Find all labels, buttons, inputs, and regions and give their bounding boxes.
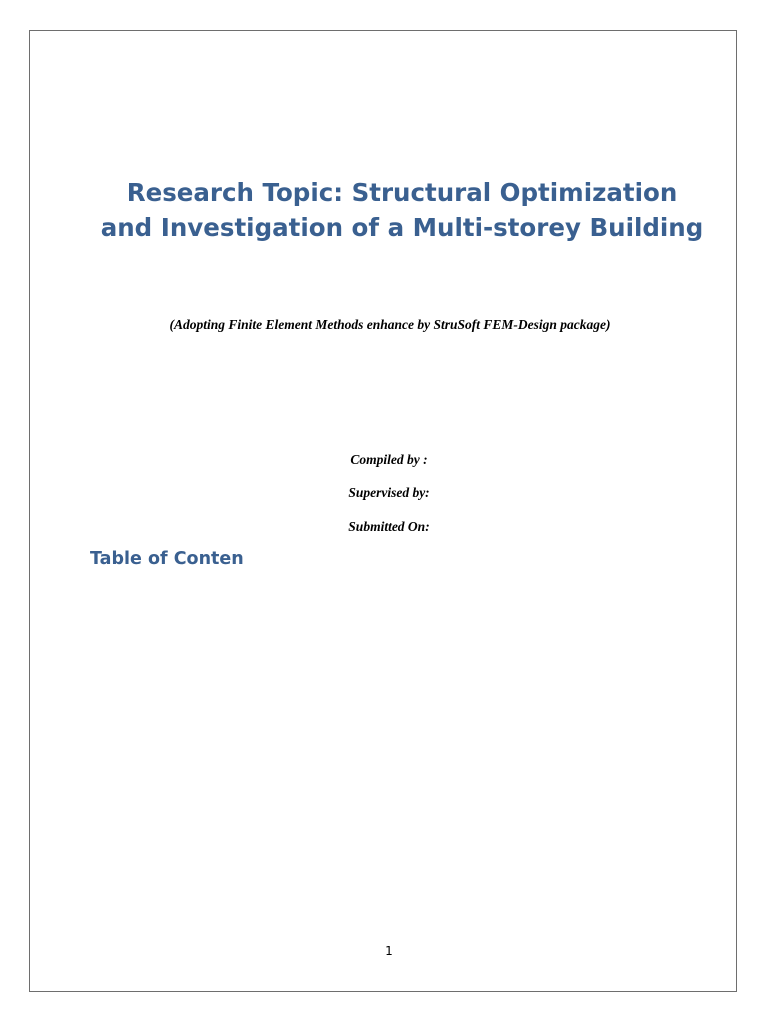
table-of-contents-heading: Table of Conten bbox=[90, 549, 244, 569]
document-title: Research Topic: Structural Optimization and Investigation of a Multi-storey Building bbox=[100, 178, 704, 242]
submitted-on-label: Submitted On: bbox=[348, 519, 430, 534]
supervised-by-label: Supervised by: bbox=[348, 485, 430, 500]
page-number: 1 bbox=[385, 944, 393, 958]
document-subtitle: (Adopting Finite Element Methods enhance by StruSoft FEM-Design package) bbox=[169, 317, 611, 332]
compiled-by-label: Compiled by : bbox=[350, 452, 428, 467]
